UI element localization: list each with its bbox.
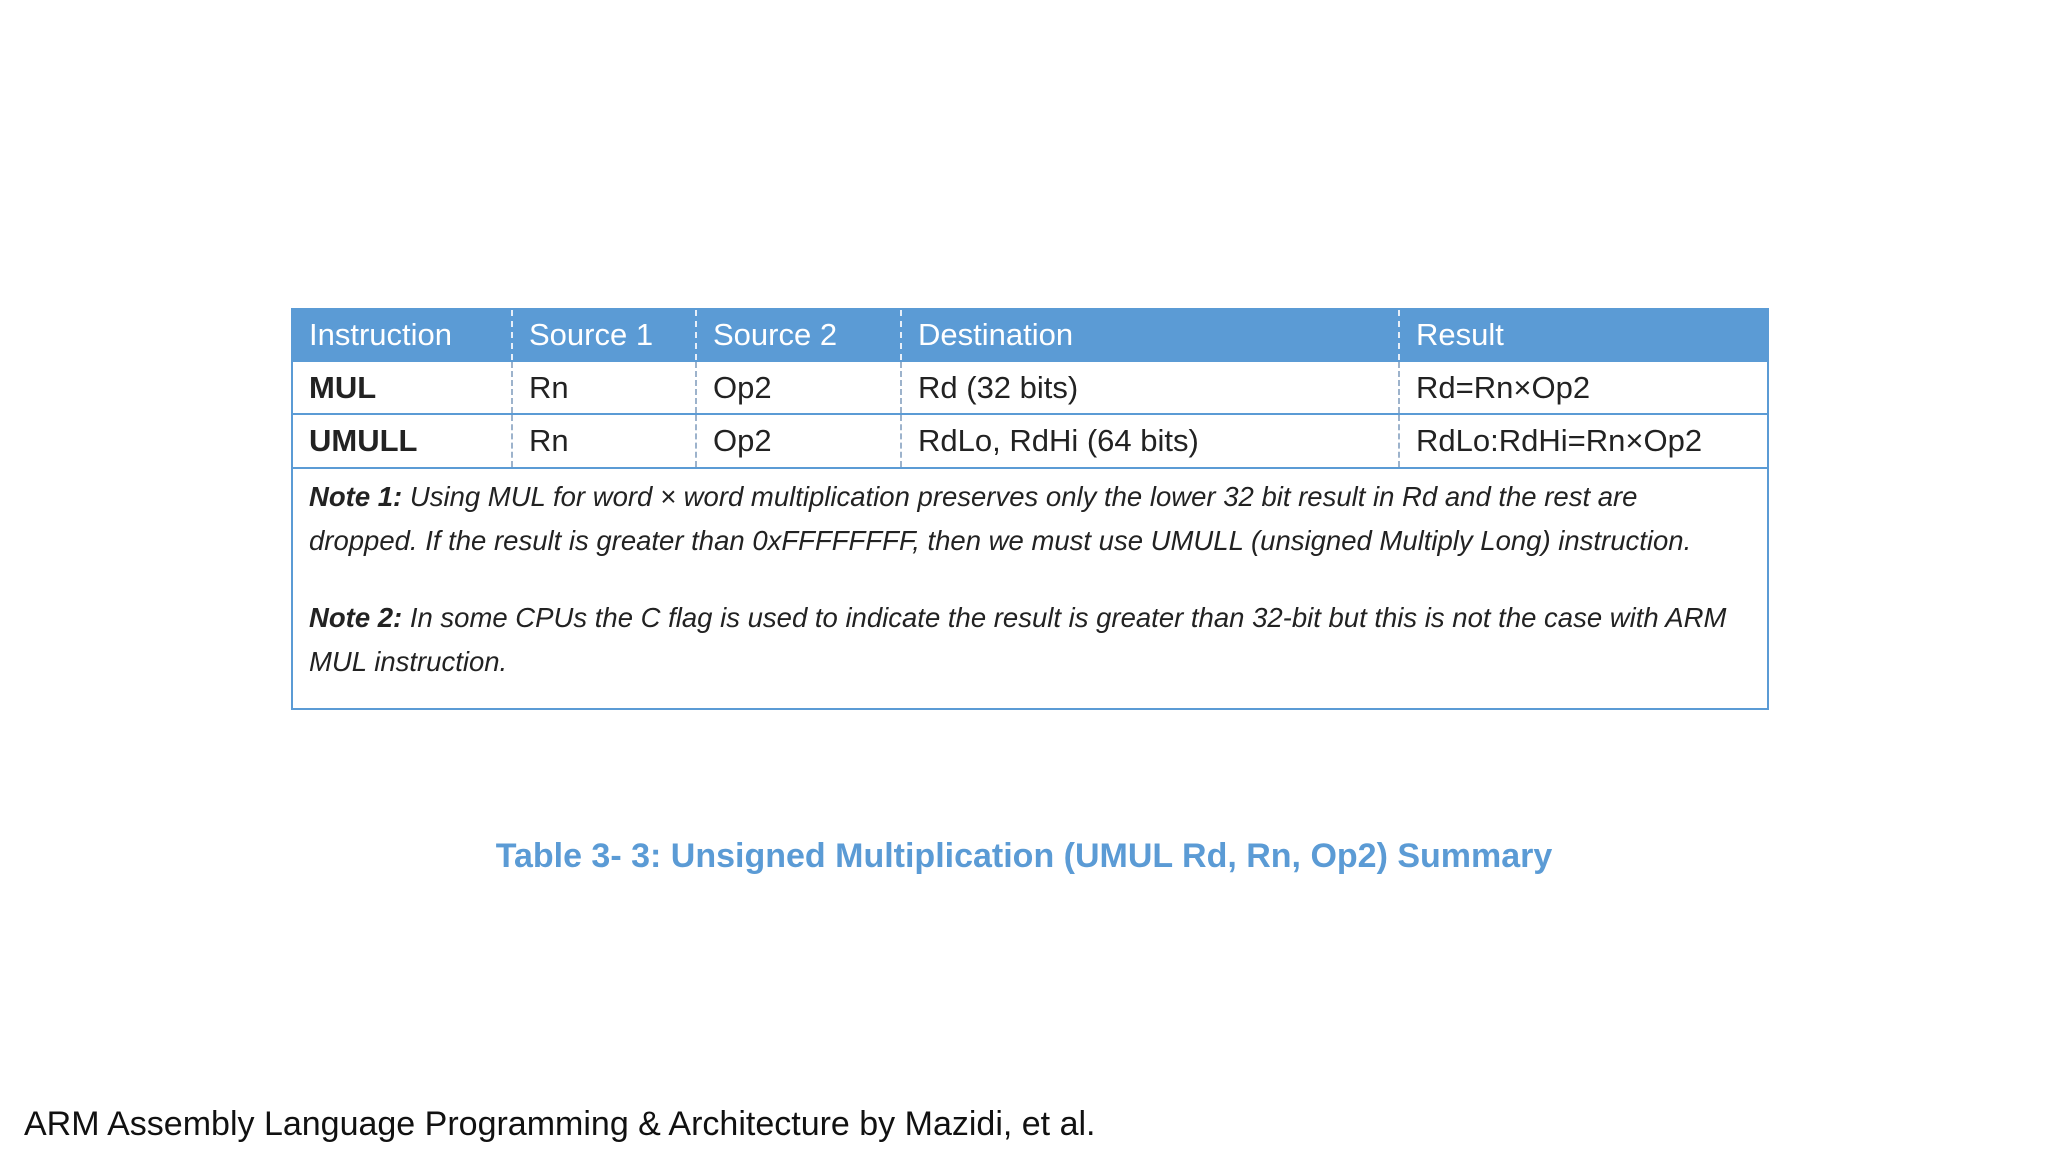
cell-source-2: Op2 bbox=[696, 361, 901, 414]
header-result: Result bbox=[1399, 310, 1767, 361]
table-caption: Table 3- 3: Unsigned Multiplication (UMUL Rd, Rn, Op2) Summary bbox=[495, 837, 1553, 875]
note-1-label: Note 1: bbox=[309, 481, 403, 512]
cell-instruction: UMULL bbox=[293, 414, 512, 467]
header-instruction: Instruction bbox=[293, 310, 512, 361]
header-source-2: Source 2 bbox=[696, 310, 901, 361]
table-notes bbox=[293, 467, 1767, 684]
note-2-text: In some CPUs the C flag is used to indicate the result is greater than 32-bit but this is not the case with ARM MUL instruction. bbox=[309, 602, 1727, 677]
cell-result: Rd=Rn×Op2 bbox=[1399, 361, 1767, 414]
table-row bbox=[293, 414, 1767, 467]
instruction-table-box bbox=[291, 308, 1769, 710]
table-header-row bbox=[293, 310, 1767, 361]
cell-result: RdLo:RdHi=Rn×Op2 bbox=[1399, 414, 1767, 467]
footer-credit: ARM Assembly Language Programming & Architecture by Mazidi, et al. bbox=[24, 1105, 1096, 1143]
note-2 bbox=[309, 596, 1751, 684]
cell-source-1: Rn bbox=[512, 414, 696, 467]
cell-source-2: Op2 bbox=[696, 414, 901, 467]
note-1-text: Using MUL for word × word multiplication preserves only the lower 32 bit result in Rd and the rest are dropped. If the result is greater than 0xFFFFFFFF, then we must use UMULL (unsigned Multiply Long) instruction. bbox=[309, 481, 1692, 556]
cell-destination: RdLo, RdHi (64 bits) bbox=[901, 414, 1399, 467]
table-row bbox=[293, 361, 1767, 414]
multiplication-table bbox=[293, 310, 1767, 467]
cell-destination: Rd (32 bits) bbox=[901, 361, 1399, 414]
note-1 bbox=[309, 475, 1751, 563]
cell-source-1: Rn bbox=[512, 361, 696, 414]
cell-instruction: MUL bbox=[293, 361, 512, 414]
header-destination: Destination bbox=[901, 310, 1399, 361]
note-2-label: Note 2: bbox=[309, 602, 403, 633]
header-source-1: Source 1 bbox=[512, 310, 696, 361]
